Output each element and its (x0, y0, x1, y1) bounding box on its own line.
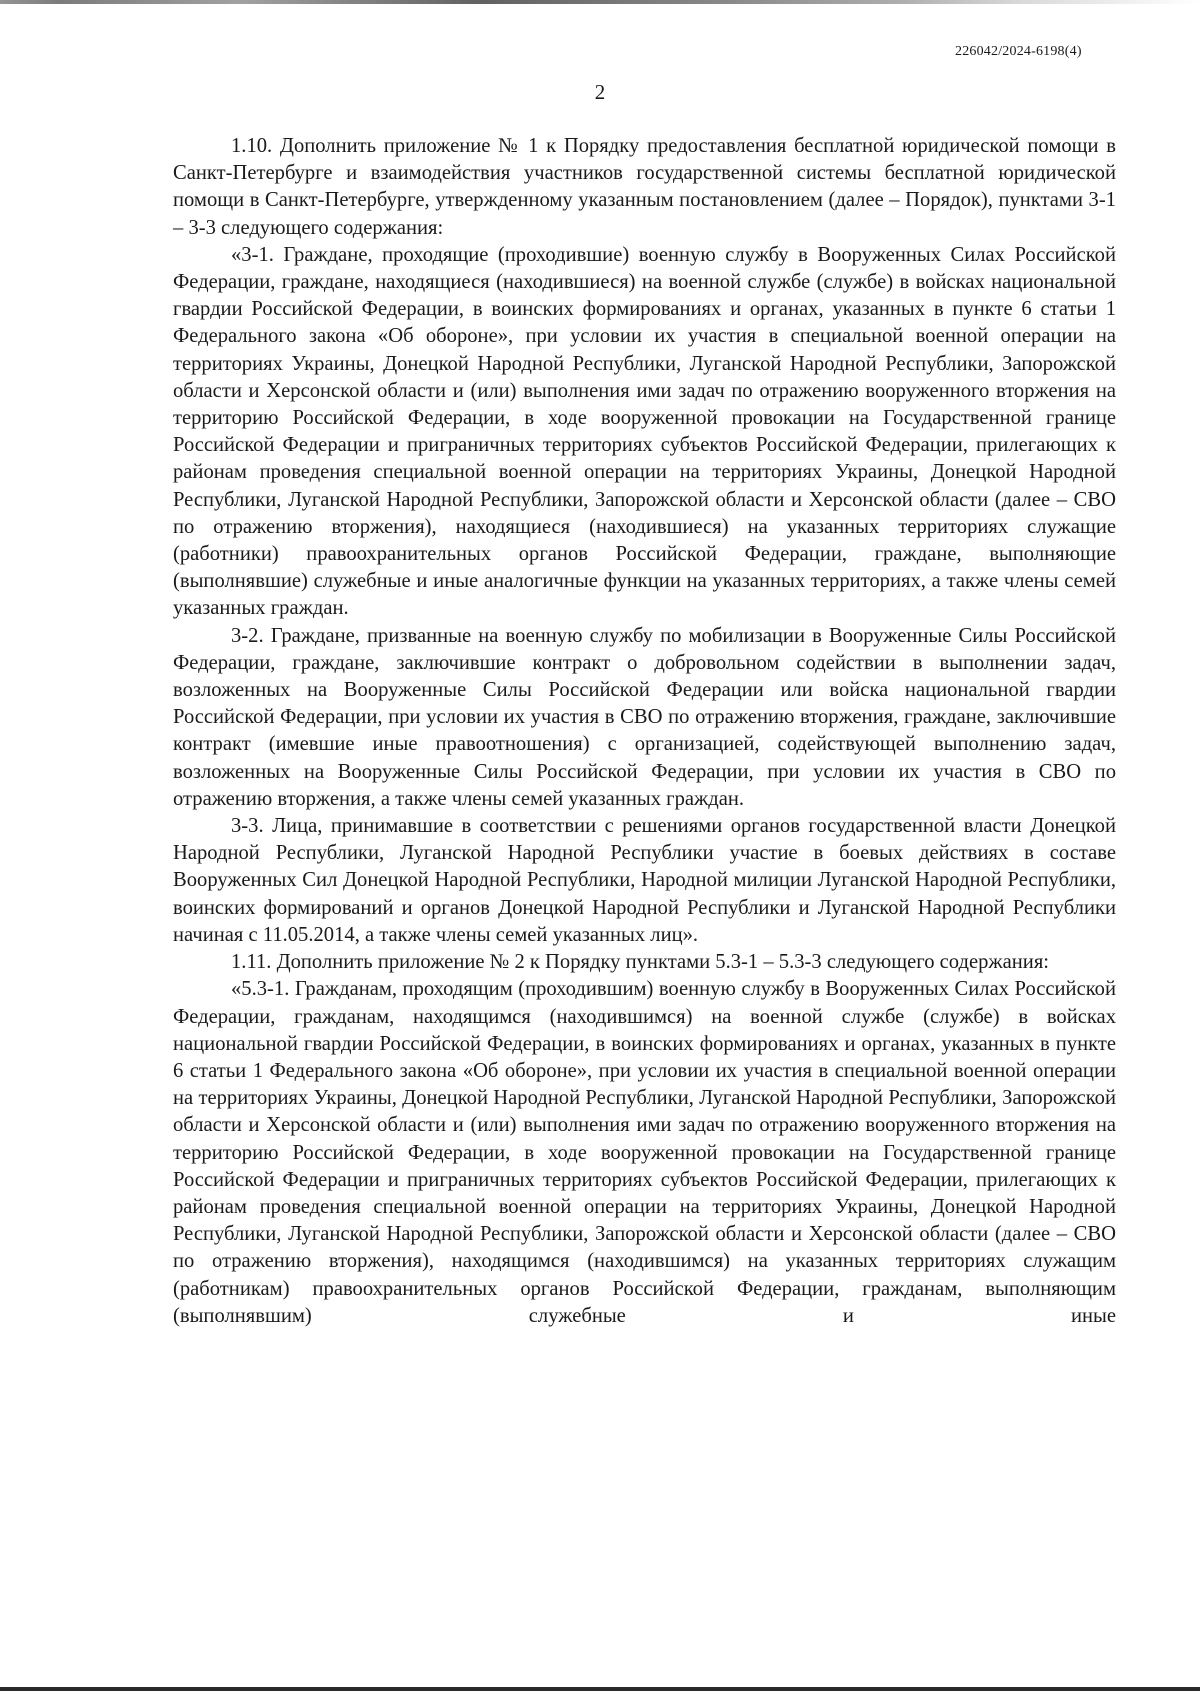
paragraph-1-11: 1.11. Дополнить приложение № 2 к Порядку пунктами 5.3-1 – 5.3-3 следующего содержания: (231, 951, 1050, 974)
paragraph-5-3-1: «5.3-1. Гражданам, проходящим (проходившим) военную службу в Вооруженных Силах Российской Федерации, гражданам, находящимся (находившимся) на военной службе (службе) в войсках национальной гвардии Российской Федерации, в воинских формированиях и органах, указанных в пункте 6 статьи 1 Федерального закона «Об обороне», при условии их участия в специальной военной операции на территориях Украины, Донецкой Народной Республики, Луганской Народной Республики, Запорожской области и Херсонской области и (или) выполнения ими задач по отражению вооруженного вторжения на территорию Российской Федерации, в ходе вооруженной провокации на Государственной границе Российской Федерации и приграничных территориях субъектов Российской Федерации, прилегающих к районам проведения специальной военной операции на территориях Украины, Донецкой Народной Республики, Луганской Народной Республики, Запорожской области и Херсонской области (далее – СВО по отражению вторжения), находящимся (находившимся) на указанных территориях служащим (работникам) правоохранительных органов Российской Федерации, гражданам, выполняющим (выполнявшим) служебные и иные (173, 978, 1116, 1327)
scan-edge-bottom (0, 1687, 1200, 1691)
document-registration-number: 226042/2024-6198(4) (955, 44, 1082, 59)
paragraph-3-2: 3-2. Граждане, призванные на военную службу по мобилизации в Вооруженные Силы Российской Федерации, граждане, заключившие контракт о добровольном содействии в выполнении задач, возложенных на Вооруженные Силы Российской Федерации или войска национальной гвардии Российской Федерации, при условии их участия в СВО по отражению вторжения, граждане, заключившие контракт (имевшие иные правоотношения) с организацией, содействующей выполнению задач, возложенных на Вооруженные Силы Российской Федерации, при условии их участия в СВО по отражению вторжения, а также члены семей указанных граждан. (173, 624, 1116, 810)
paragraph-1-10: 1.10. Дополнить приложение № 1 к Порядку предоставления бесплатной юридической помощи в Санкт-Петербурге и взаимодействия участников государственной системы бесплатной юридической помощи в Санкт-Петербурге, утвержденному указанным постановлением (далее – Порядок), пунктами 3-1 – 3-3 следующего содержания: (173, 135, 1116, 239)
paragraph-3-3: 3-3. Лица, принимавшие в соответствии с решениями органов государственной власти Донецкой Народной Республики, Луганской Народной Республики участие в боевых действиях в составе Вооруженных Сил Донецкой Народной Республики, Народной милиции Луганской Народной Республики, воинских формирований и органов Донецкой Народной Республики и Луганской Народной Республики начиная с 11.05.2014, а также члены семей указанных лиц». (173, 815, 1116, 946)
scan-edge-top (0, 0, 1200, 4)
paragraph-3-1: «3-1. Граждане, проходящие (проходившие) военную службу в Вооруженных Силах Российской Федерации, граждане, находящиеся (находившиеся) на военной службе (службе) в войсках национальной гвардии Российской Федерации, в воинских формированиях и органах, указанных в пункте 6 статьи 1 Федерального закона «Об обороне», при условии их участия в специальной военной операции на территориях Украины, Донецкой Народной Республики, Луганской Народной Республики, Запорожской области и Херсонской области и (или) выполнения ими задач по отражению вооруженного вторжения на территорию Российской Федерации, в ходе вооруженной провокации на Государственной границе Российской Федерации и приграничных территориях субъектов Российской Федерации, прилегающих к районам проведения специальной военной операции на территориях Украины, Донецкой Народной Республики, Луганской Народной Республики, Запорожской области и Херсонской области (далее – СВО по отражению вторжения), находящиеся (находившиеся) на указанных территориях служащие (работники) правоохранительных органов Российской Федерации, граждане, выполняющие (выполнявшие) служебные и иные аналогичные функции на указанных территориях, а также члены семей указанных граждан. (173, 243, 1116, 620)
document-body (173, 133, 1116, 1330)
page-number: 2 (594, 80, 606, 104)
